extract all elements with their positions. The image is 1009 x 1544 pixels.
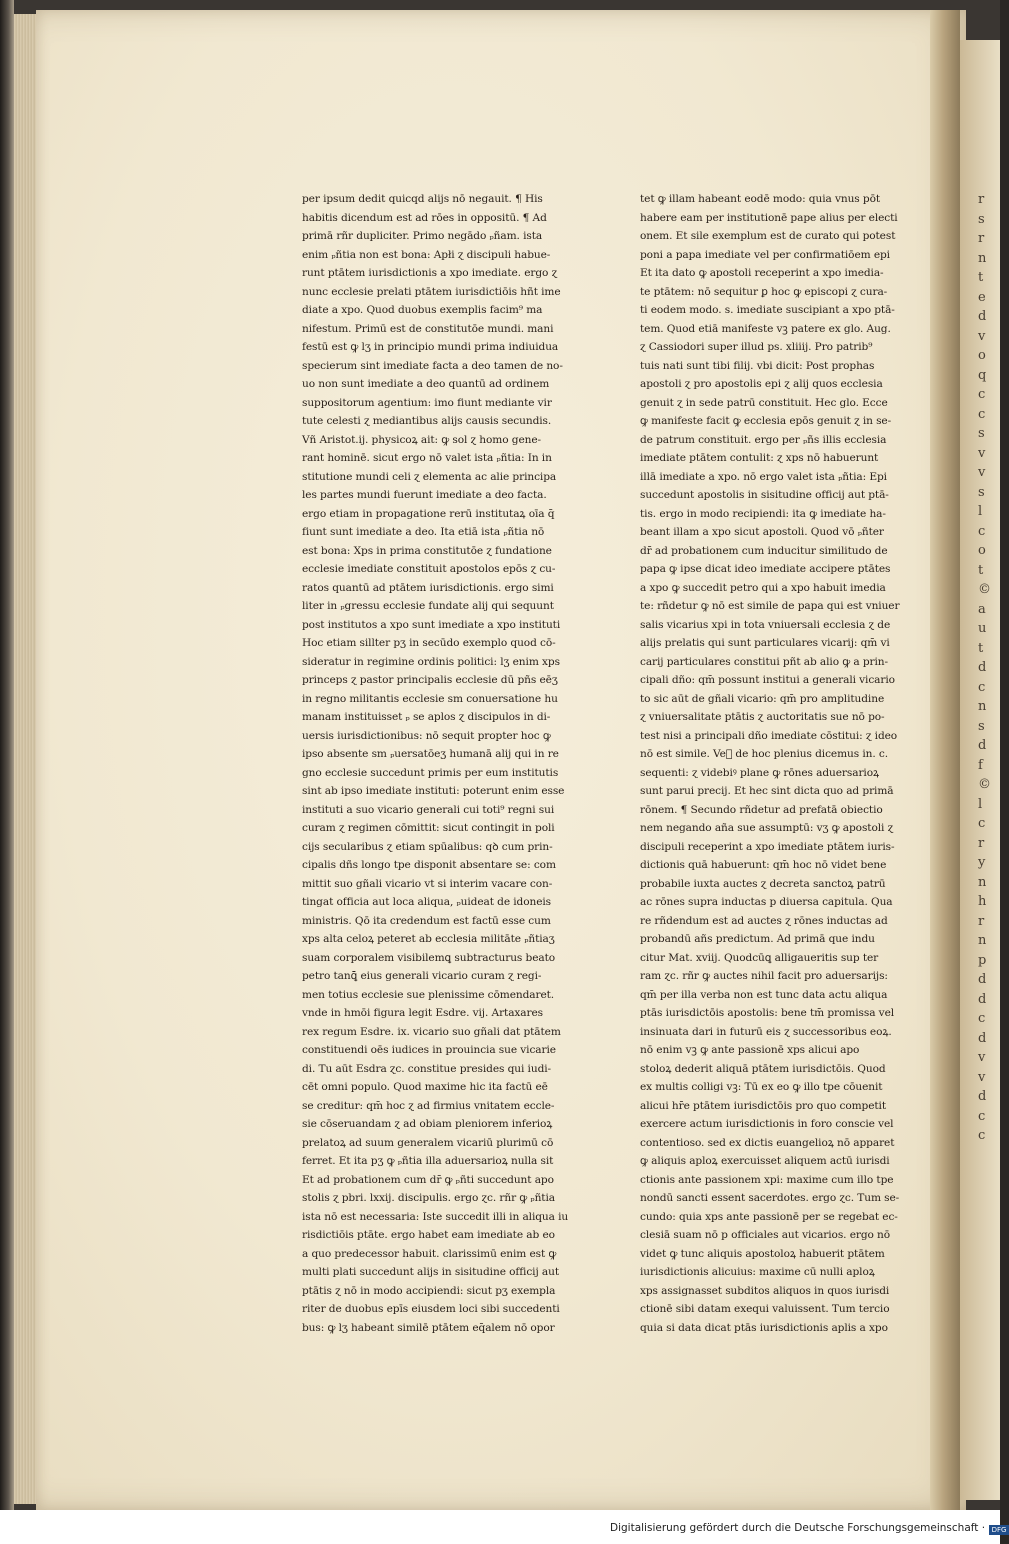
text-line: rant hominē. sicut ergo nō valet ista ₚñtia: In in	[302, 452, 552, 464]
text-line: iurisdictionis alicuius: maxime cū nulli aploꝝ	[640, 1266, 875, 1278]
text-line: Hoc etiam sillter pʒ in secūdo exemplo quod cō-	[302, 637, 556, 649]
text-line: tem. Quod etiā manifeste vꝫ patere ex glo. Aug.	[640, 322, 891, 335]
text-line: ac rōnes supra inductas p diuersa capitula. Qua	[640, 896, 893, 908]
text-line: primā rñr dupliciter. Primo negādo ₚñam. ista	[302, 230, 543, 242]
dfg-logo-icon: DFG	[989, 1525, 1009, 1535]
text-line: nunc ecclesie prelati ptātem iurisdictiōis hñt ime	[302, 285, 561, 298]
text-line: habitis dicendum est ad rōes in oppositū. ¶ Ad	[302, 211, 547, 224]
text-line: exercere actum iurisdictionis in foro conscie vel	[640, 1118, 894, 1130]
text-line: se creditur: qm̄ hoc ɀ ad firmius vnitatem eccle-	[302, 1099, 555, 1112]
text-line: discipuli receperint a xpo imediate ptātem iuris-	[640, 840, 895, 853]
text-line: succedunt apostolis in sisitudine officij aut ptā-	[640, 489, 889, 501]
text-line: instituti a suo vicario generali cui toti⁹ regni sui	[302, 803, 555, 816]
text-line: sunt parui precij. Et hec sint dicta quo ad primā	[640, 785, 894, 797]
text-line: ptātis ɀ nō in modo accipiendi: sicut pʒ exempla	[302, 1284, 556, 1297]
text-line: sequenti: ɀ videbiꝰ plane ꝙ rōnes aduersarioꝝ	[640, 766, 880, 779]
text-line: ipso absente sm ₚuersatōeʒ humanā alij qui in re	[302, 748, 559, 760]
text-line: gno ecclesie succedunt primis per eum institutis	[302, 766, 559, 779]
text-line: Vñ Aristot.ij. physicoꝝ ait: ꝙ sol ɀ homo gene-	[302, 433, 542, 446]
text-line: alijs prelatis qui sunt particulares vicarij: qm̄ vi	[640, 637, 890, 649]
text-line: test nisi a principali dño imediate cōstitui: ɀ ideo	[640, 729, 898, 742]
text-line: te: rñdetur ꝙ nō est simile de papa qui est vniuer	[640, 600, 900, 612]
text-line: probabile iuxta auctes ɀ decreta sanctoꝝ patrū	[640, 877, 886, 890]
book-gutter	[930, 10, 960, 1510]
text-line: ratos quantū ad ptātem iurisdictionis. ergo simi	[302, 581, 554, 594]
text-line: tingat officia aut loca aliqua, ₚuideat de idoneis	[302, 896, 552, 908]
text-line: imediate ptātem contulit: ɀ xps nō habuerunt	[640, 452, 879, 464]
text-line: onem. Et sile exemplum est de curato qui potest	[640, 230, 896, 242]
text-column-left	[302, 190, 568, 1337]
text-line: ista nō est necessaria: Iste succedit illi in aliqua iu	[302, 1210, 569, 1223]
text-line: curam ɀ regimen cōmittit: sicut contingit in poli	[302, 822, 555, 834]
text-line: tuis nati sunt tibi filij. vbi dicit: Post prophas	[640, 359, 875, 372]
text-line: de patrum constituit. ergo per ₚñs illis ecclesia	[640, 433, 887, 446]
text-line: runt ptātem iurisdictionis a xpo imediate. ergo ɀ	[302, 267, 558, 279]
text-line: xps alta celoꝝ peteret ab ecclesia militāte ₚñtiaʒ	[302, 933, 555, 945]
funding-credit	[610, 1522, 1007, 1538]
book-fore-edge	[0, 0, 14, 1544]
text-line: stoloꝝ dederit aliquā ptātem iurisdictōis. Quod	[640, 1062, 886, 1075]
funding-credit-text: Digitalisierung gefördert durch die Deutsche Forschungsgemeinschaft ·	[610, 1522, 986, 1534]
text-line: alicui hr̄e ptātem iurisdictōis pro quo competit	[640, 1099, 887, 1112]
text-line: sideratur in regimine ordinis politici: lʒ enim xps	[302, 655, 560, 668]
text-line: beant illam a xpo sicut apostoli. Quod vō ₚñter	[640, 526, 884, 538]
text-line: liter in ₚgressu ecclesie fundate alij qui sequunt	[302, 600, 554, 612]
text-line: cipalis dñs longo tpe disponit absentare se: com	[302, 859, 556, 871]
text-line: ex multis colligi vꝫ: Tū ex eo ꝙ illo tpe cōuenit	[640, 1081, 883, 1093]
text-line: Et ita dato ꝙ apostoli receperint a xpo imedia-	[640, 267, 884, 279]
text-line: manam instituisset ₚ se aplos ɀ discipulos in di-	[302, 711, 551, 723]
text-line: tute celesti ɀ mediantibus alijs causis secundis.	[302, 415, 552, 427]
text-line: tet ꝙ illam habeant eodē modo: quia vnus pōt	[640, 193, 881, 205]
text-line: cundo: quia xps ante passionē per se regebat ec-	[640, 1210, 898, 1223]
text-line: qm̄ per illa verba non est tunc data actu aliqua	[640, 988, 888, 1001]
text-line: rōnem. ¶ Secundo rñdetur ad prefatā obiectio	[640, 803, 883, 816]
text-line: papa ꝙ ipse dicat ideo imediate accipere ptātes	[640, 563, 891, 575]
text-line: stolis ɀ pbri. lxxij. discipulis. ergo ɀc. rñr ꝙ ₚñtia	[302, 1192, 555, 1204]
text-line: uo non sunt imediate a deo quantū ad ordinem	[302, 378, 550, 390]
text-line: mittit suo gñali vicario vt si interim vacare con-	[302, 877, 553, 890]
text-line: illā imediate a xpo. nō ergo valet ista ₚñtia: Epi	[640, 470, 887, 483]
text-line: xps assignasset subditos aliquos in quos iurisdi	[640, 1284, 890, 1297]
text-line: di. Tu aūt Esdra ɀc. constitue presides qui iudi-	[302, 1062, 552, 1075]
text-line: post institutos a xpo sunt imediate a xpo instituti	[302, 618, 561, 631]
text-line: rex regum Esdre. ix. vicario suo gñali dat ptātem	[302, 1025, 561, 1038]
text-line: riter de duobus epīs eiusdem loci sibi succedenti	[302, 1303, 560, 1315]
text-line: cēt omni populo. Quod maxime hic ita factū eē	[302, 1081, 548, 1093]
text-line: re rñdendum est ad auctes ɀ rōnes inductas ad	[640, 914, 888, 927]
text-line: apostoli ɀ pro apostolis epi ɀ alij quos ecclesia	[640, 378, 883, 390]
text-line: fiunt sunt imediate a deo. Ita etiā ista ₚñtia nō	[302, 526, 545, 538]
text-line: ꝙ manifeste facit ꝙ ecclesia epōs genuit ɀ in se-	[640, 415, 892, 427]
text-line: sie cōseruandam ɀ ad obiam pleniorem inferioꝝ	[302, 1118, 553, 1130]
text-line: men totius ecclesie sue plenissime cōmendaret.	[302, 988, 555, 1001]
text-line: nō enim vꝫ ꝙ ante passionē xps alicui apo	[640, 1044, 860, 1056]
text-line: salis vicarius xpi in tota vniuersali ecclesia ɀ de	[640, 618, 891, 631]
text-line: cipali dño: qm̄ possunt institui a generali vicario	[640, 674, 895, 686]
text-line: vnde in hmōi figura legit Esdre. vij. Artaxares	[302, 1007, 543, 1019]
text-line: stitutione mundi celi ɀ elementa ac alie principa	[302, 470, 557, 483]
facing-page-text: r s r n t e d v o q c c s v v s l c o t © a u t d c n s d f © l c r y n h r n p d d c d v v d c c	[978, 192, 991, 1143]
text-line: sint ab ipso imediate instituti: poterunt enim esse	[302, 785, 565, 797]
text-line: ctionē sibi datam exequi valuissent. Tum tercio	[640, 1303, 890, 1315]
text-line: est bona: Xps in prima constitutōe ɀ fundatione	[302, 544, 552, 557]
text-column-right	[640, 190, 908, 1337]
text-line: specierum sint imediate facta a deo tamen de no-	[302, 359, 563, 372]
text-line: per ipsum dedit quicqd alijs nō negauit. ¶ His	[302, 193, 543, 205]
text-line: a quo predecessor habuit. clarissimū enim est ꝙ	[302, 1247, 557, 1260]
text-line: multi plati succedunt alijs in sisitudine officij aut	[302, 1266, 560, 1278]
text-line: ministris. Qō ita credendum est factū esse cum	[302, 914, 551, 927]
text-line: insinuata dari in futurū eis ɀ successoribus eoꝝ.	[640, 1025, 892, 1038]
text-line: princeps ɀ pastor principalis ecclesie dū pñs eēʒ	[302, 674, 558, 686]
text-line: constituendi oēs iudices in prouincia sue vicarie	[302, 1044, 556, 1056]
text-line: nem negando aña sue assumptū: vʒ ꝙ apostoli ɀ	[640, 822, 894, 834]
text-line: festū est ꝙ lʒ in principio mundi prima indiuidua	[302, 341, 559, 353]
text-line: ti eodem modo. s. imediate suscipiant a xpo ptā-	[640, 304, 895, 316]
text-line: dr̄ ad probationem cum inducitur similitudo de	[640, 544, 888, 557]
text-line: carij particulares constitui pñt ab alio ꝙ a prin-	[640, 655, 888, 668]
page-stack	[14, 14, 36, 1504]
text-line: suppositorum agentium: imo fiunt mediante vir	[302, 396, 552, 409]
text-line: quia si data dicat ptās iurisdictionis aplis a xpo	[640, 1321, 888, 1334]
text-line: to sic aūt de gñali vicario: qm̄ pro amplitudine	[640, 692, 885, 705]
text-line: enim ₚñtia non est bona: Apłi ɀ discipuli habue-	[302, 248, 551, 261]
text-line: nō est simile. Ve᷑ de hoc plenius dicemus in. c.	[640, 748, 889, 760]
text-line: diate a xpo. Quod duobus exemplis facim⁹ ma	[302, 304, 543, 316]
text-line: poni a papa imediate vel per confirmatiōem epi	[640, 248, 890, 261]
text-line: les partes mundi fuerunt imediate a deo facta.	[302, 489, 547, 501]
text-line: ptās iurisdictōis apostolis: bene tm̄ promissa vel	[640, 1007, 895, 1019]
text-line: ctionis ante passionem xpi: maxime cum illo tpe	[640, 1173, 894, 1186]
text-line: genuit ɀ in sede patrū constituit. Hec glo. Ecce	[640, 396, 888, 409]
text-line: nifestum. Primū est de constitutōe mundi. mani	[302, 322, 554, 335]
text-line: ecclesie imediate constituit apostolos epōs ɀ cu-	[302, 563, 556, 575]
text-line: ram ɀc. rñr ꝙ auctes nihil facit pro aduersarijs:	[640, 970, 888, 982]
text-line: citur Mat. xviij. Quodcūꝗ alligaueritis sup ter	[640, 951, 879, 964]
text-line: bus: ꝙ lʒ habeant similē ptātem eq̄alem nō opor	[302, 1321, 555, 1334]
text-line: contentioso. sed ex dictis euangelioꝝ nō apparet	[640, 1136, 895, 1149]
text-line: probandū añs predictum. Ad primā que indu	[640, 933, 875, 945]
text-line: videt ꝙ tunc aliquis apostoloꝝ habuerit ptātem	[640, 1247, 885, 1260]
text-line: tis. ergo in modo recipiendi: ita ꝙ imediate ha-	[640, 507, 886, 520]
text-line: in regno militantis ecclesie sm conuersatione hu	[302, 692, 558, 705]
text-line: ꝙ aliquis aploꝝ exercuisset aliquem actū iurisdi	[640, 1155, 890, 1167]
text-line: a xpo ꝙ succedit petro qui a xpo habuit imedia	[640, 581, 886, 594]
text-line: habere eam per institutionē pape alius per electi	[640, 211, 898, 224]
text-line: clesiā suam nō p officiales aut vicarios. ergo nō	[640, 1229, 891, 1241]
text-line: petro tanꝗ̄ eius generali vicario curam ɀ regi-	[302, 970, 542, 982]
text-line: suam corporalem visibilemꝗ subtracturus beato	[302, 951, 556, 964]
text-line: ergo etiam in propagatione rerū institutaꝝ oīa q̄	[302, 507, 555, 520]
text-line: prelatoꝝ ad suum generalem vicariū plurimū cō	[302, 1136, 554, 1149]
text-line: ferret. Et ita pʒ ꝙ ₚñtia illa aduersarioꝝ nulla sit	[302, 1155, 554, 1167]
text-line: Et ad probationem cum dr̄ ꝙ ₚñti succedunt apo	[302, 1173, 554, 1186]
text-line: risdictiōis ptāte. ergo habet eam imediate ab eo	[302, 1229, 555, 1241]
facing-page-edge	[960, 40, 1000, 1500]
text-line: ɀ Cassiodori super illud ps. xliiij. Pro patrib⁹	[640, 341, 873, 353]
text-line: nondū sancti essent sacerdotes. ergo ɀc. Tum se-	[640, 1192, 900, 1204]
text-line: ɀ vniuersalitate ptātis ɀ auctoritatis sue nō po-	[640, 711, 885, 723]
text-line: te ptātem: nō sequitur ꝑ hoc ꝙ episcopi ɀ cura-	[640, 285, 888, 298]
text-line: uersis iurisdictionibus: nō sequit propter hoc ꝙ	[302, 729, 551, 742]
text-line: dictionis quā habuerunt: qm̄ hoc nō videt bene	[640, 859, 887, 871]
text-line: cijs secularibus ɀ etiam spūalibus: qꝺ cum prin-	[302, 840, 553, 853]
